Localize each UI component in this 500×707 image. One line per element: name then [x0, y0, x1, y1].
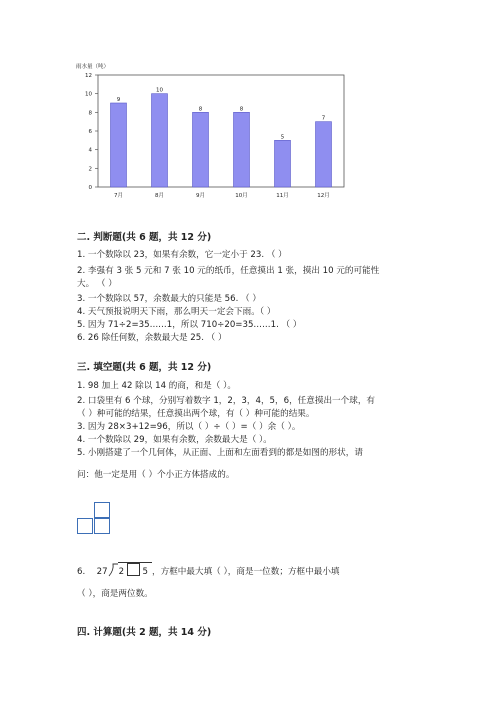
data-label: 5: [280, 134, 285, 141]
bar-8月: [152, 94, 168, 187]
fill-q4: 4. 一个数除以 29，如果有余数，余数最大是（ ）。: [77, 435, 272, 445]
y-tick-label: 6: [88, 129, 92, 135]
fill-q5: 5. 小刚搭建了一个几何体，从正面、上面和左面看到的都是如图的形状，请: [77, 448, 363, 458]
judge-q2: 2. 李强有 3 张 5 元和 7 张 10 元的纸币，任意摸出 1 张，摸出 10 元的可能性: [77, 266, 380, 276]
data-label: 8: [239, 106, 244, 113]
bar-7月: [111, 103, 127, 187]
fill-q6-text: ，方框中最大填（ ），商是一位数；方框中最小填: [152, 567, 340, 577]
cube-top-square: [94, 502, 110, 518]
bar-12月: [316, 122, 332, 187]
bar-9月: [193, 112, 209, 187]
x-tick-label: 11月: [276, 193, 289, 199]
data-labels: [117, 88, 326, 141]
x-tick-label: 12月: [317, 193, 330, 199]
judge-q2-cont: 大。 （ ）: [77, 279, 117, 289]
y-tick-label: 2: [88, 166, 92, 173]
y-tick-label: 4: [88, 147, 92, 154]
data-label: 8: [198, 106, 203, 113]
bar-11月: [275, 140, 291, 187]
judge-q3: 3. 一个数除以 57，余数最大的只能是 56. （ ）: [77, 294, 261, 304]
fill-q3: 3. 因为 28×3+12=96，所以（ ）÷（ ）=（ ）余（ ）。: [77, 422, 301, 432]
fill-q5-cont: 问：他一定是用（ ）个小正方体搭成的。: [77, 470, 235, 480]
judge-q1: 1. 一个数除以 23，如果有余数，它一定小于 23. （ ）: [77, 250, 287, 260]
cube-bottom-right-square: [94, 518, 110, 534]
chart-ylabel: 雨水量（吨）: [76, 64, 110, 70]
data-label: 10: [156, 87, 163, 94]
y-tick-label: 8: [88, 110, 92, 117]
dividend-blank-box: [127, 563, 140, 576]
cube-bottom-left-square: [77, 518, 93, 534]
cube-view-figure: [77, 502, 111, 536]
fill-q2: 2. 口袋里有 6 个球，分别写着数字 1，2，3，4，5，6，任意摸出一个球，有: [77, 396, 376, 406]
fill-q6-cont: （ ），商是两位数。: [77, 589, 153, 599]
x-tick-label: 8月: [155, 193, 164, 199]
y-tick-label: 12: [85, 73, 92, 79]
fill-q6-number: 6.: [77, 567, 86, 577]
fill-q2-cont: （ ）种可能的结果，任意摸出两个球，有（ ）种可能的结果。: [77, 409, 315, 419]
division-dividend: [118, 562, 152, 578]
judge-q4: 4. 天气预报说明天下雨，那么明天一定会下雨。（ ）: [77, 307, 276, 317]
division-divisor: 27: [96, 567, 108, 577]
section4-title: 四. 计算题(共 2 题，共 14 分): [77, 627, 212, 638]
dividend-right-digit: 5: [142, 567, 149, 577]
section2-title: 二. 判断题(共 6 题，共 12 分): [77, 232, 212, 243]
data-label: 9: [116, 97, 121, 103]
plot-area: [98, 75, 344, 187]
x-axis-labels: [114, 191, 330, 199]
bars: [111, 94, 332, 187]
judge-q6: 6. 26 除任何数，余数最大是 25. （ ）: [77, 333, 227, 343]
fill-q6: [77, 562, 340, 578]
division-bracket: [108, 563, 118, 577]
y-axis-ticks: [85, 73, 98, 191]
y-tick-label: 0: [88, 185, 92, 191]
bar-10月: [234, 112, 250, 187]
judge-q5: 5. 因为 71÷2=35……1，所以 710÷20=35……1. （ ）: [77, 320, 302, 330]
x-tick-label: 10月: [235, 193, 248, 199]
dividend-left-digit: 2: [118, 567, 125, 577]
data-label: 7: [321, 115, 326, 122]
rainfall-bar-chart: [72, 58, 352, 206]
x-tick-label: 7月: [114, 193, 123, 199]
section3-title: 三. 填空题(共 6 题，共 12 分): [77, 362, 212, 373]
fill-q1: 1. 98 加上 42 除以 14 的商，和是（ ）。: [77, 381, 236, 391]
y-tick-label: 10: [85, 91, 92, 98]
x-tick-label: 9月: [196, 193, 205, 199]
